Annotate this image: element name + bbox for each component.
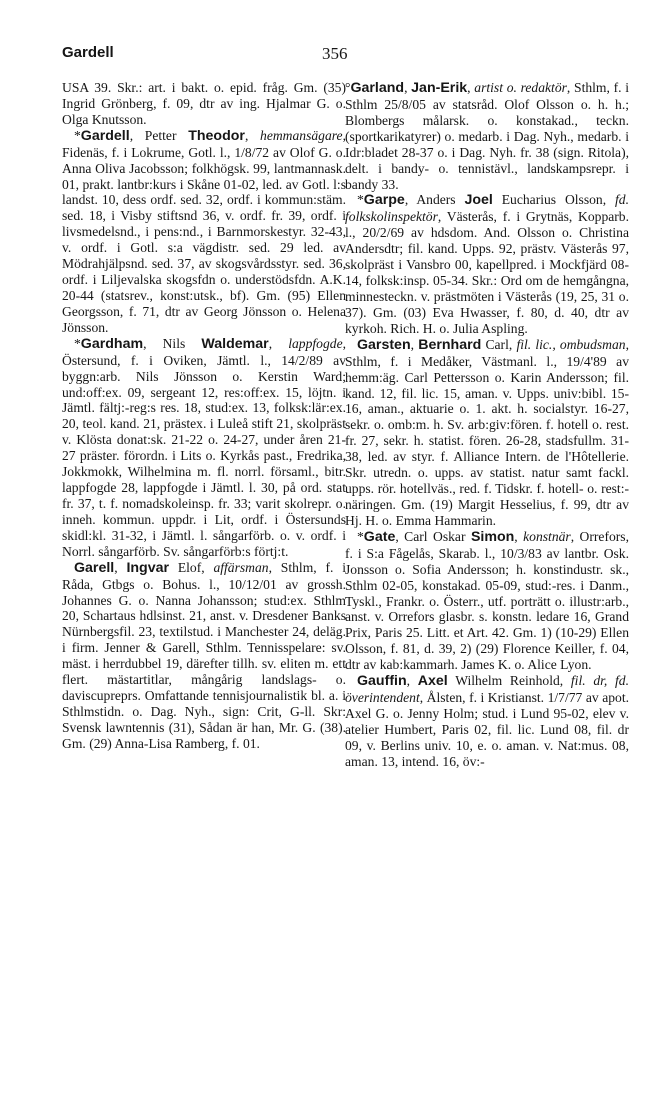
entry-title: artist o. redaktör [474,80,567,95]
entry-garpe [345,192,629,336]
entry-given-names-post: Eucharius Olsson, [492,192,616,208]
entry-given-names: , [404,80,412,95]
entry-text: , Ålsten, f. i Kristianst. 1/7/77 av apot. Axel G. o. Jenny Holm; stud. i Lund 95-02, elev v. atelier Humbert, Paris 02, fil. lic. Lund 08, fil. dr 09, v. Berlins univ. 10, e. o. aman. v. Nat:mus. 08, aman. 13, intend. 16, öv:- [345,690,629,769]
right-column [345,80,629,770]
entry-surname: Gardham [80,335,144,352]
entry-text: , Sthlm, f. i Medåker, Västmanl. l., 19/4'89 av hemm:äg. Carl Pettersson o. Karin Andersson; fil. kand. 12, fil. lic. 15, aman. v. Upps. univ:bibl. 15-16, aman., aktuarie o. 1. akt. h. socialstyr. 16-27, sekr. o. omb:m. h. Sv. arb:giv:fören. f. hotell o. rest. fr. 27, sekr. h. statist. fören. 26-28, stadsfullm. 31-38, led. av styr. f. Alliance Intern. de l'Hôtellerie. Skr. utredn. o. upps. av statist. natur samt fackl. upps. rör. hotellväs., red. f. Tidskr. f. hotell- o. rest:-näringen. Gm. (19) Margit Hesselius, f. 99, dtr av Hj. H. o. Emma Hammarin. [345,336,630,528]
entry-marker: ° [345,80,351,95]
entry-call-name: Axel [417,673,448,690]
entry-given-names: , Carl Oskar [395,528,471,544]
entry-marker: * [74,127,81,143]
entry-surname: Garsten [357,336,411,353]
entry-title: lappfogde [288,335,343,351]
entry-gardham: *Gardham, Nils Waldemar, lappfogde, Östersund, f. i Oviken, Jämtl. l., 14/2/89 av byggn:arb. Nils Jönsson o. Kerstin Ward; und:off:ex. 09, sergeant 12, res:off:ex. 15, löjtn. i Jämtl. fältj:-reg:s res. 18, stud:ex. 13, folksk:lär:ex. 20, teol. kand. 21, prästex. i Luleå stift 21, skolpräst v. Klösta donat:sk. 21-22 o. 24-27, under åren 21-27 präster. förordn. i Lits o. Kyrkås past., Fredrika, Jokkmokk, Wilhelmina m. fl. norrl. församl., bitr. lappfogde 28, lappfogde i Jämtl. l. 30, på ord. stat fr. 37, t. f. nomadskoleinsp. fr. 33; varit skolrepr. o. inneh. kommun. uppdr. i Lit, ordf. i Östersunds skidl:kl. 31-32, i Jämtl. l. sångarförb. o. v. ordf. i Norrl. sångarförb. Sv. sångarförb:s förtj:t. [62,335,347,559]
entry-text: , Orrefors, f. i S:a Fågelås, Skarab. l., 10/3/83 av lantbr. Osk. Jonsson o. Sofia Andersson; h. konstindustr. sk., Sthlm 02-05, konstakad. 05-09, stud:-res. i Danm., Tyskl., Frankr. o. Österr., utf. porträtt o. illustr:arb., anst. v. Orrefors glasbr. s. konstn. ledare 16, Grand Prix, Paris 25. Litt. et Art. 42. Gm. 1) (10-29) Ellen Olsson, f. 81, d. 39, 2) (29) Florence Keiller, f. 04, dtr av kab:kammarh. James K. o. Alice Lyon. [345,528,629,673]
entry-text: , Sthlm, f. i Sthlm 25/8/05 av statsråd. Olof Olsson o. h. h.; Blombergs målarsk. o. konstakad., teckn. (sportkarikatyrer) o. medarb. i Dag. Nyh., medarb. i Idr:bladet 28-37 o. i Dag. Nyh. fr. 38 (sign. Ritola), delt. i bandy- o. tennistävl., landskampsrepr. i bandy 33. [345,80,630,192]
entry-given-names-post: Elof, [169,559,214,575]
entry-given-names: , Nils [143,335,202,351]
entry-given-names-post: Wilhelm Reinhold, [447,673,571,689]
entry-text: , Västerås, f. i Grytnäs, Kopparb. l., 20/2/69 av hdsdom. And. Olsson o. Christina Andersdtr; fil. kand. Upps. 92, prästv. Västerås 97, skolpräst i Vansbro 00, kapellpred. i Mockfjärd 08-14, folksk:insp. 05-34. Skr.: Ord om de hemgångna, minnesteckn. v. prästmöten i Västerås (19, 25, 31 o. 37). Gm. (03) Eva Hwasser, f. 80, d. 40, dtr av kyrkoh. Rich. H. o. Julia Aspling. [345,209,629,336]
entry-text: USA 39. Skr.: art. i bakt. o. epid. fråg. Gm. (35) Ingrid Grönberg, f. 09, dtr av ing. Hjalmar G. o. Olga Knutsson. [62,80,346,127]
entry-marker: * [74,335,81,351]
entry-given-names-post: Carl, [481,336,517,352]
entry-surname: Garland [350,80,405,96]
entry-title: fd. folkskolinspektör [345,192,629,225]
entry-surname: Gauffin [357,673,407,690]
entry-gardell-petter: *Gardell, Petter Theodor, hemmansägare, Fidenäs, f. i Lokrume, Gotl. l., 1/8/72 av Olof G. o. Anna Oliva Jacobsson; folkhögsk. 99, lantmannask. 01, prakt. lantbr:kurs i Skåne 01-02, led. av Gotl. l:s landst. 10, dess ordf. sed. 32, ordf. i kommun:stäm. sed. 18, i Visby stiftsnd 36, v. ordf. fr. 39, ordf. i livsmedelsnd., i pens:nd., i Barnmorskestyr. 32-43, v. ordf. i Gotl. s:a vägdistr. sed. 29 led. av Mödrahjälpsnd. sed. 37, av skogsvårdsstyr. sed. 36, ordf. i Liljevalska skogsfdn o. understödsfdn. A.K. 20-44 (statsrev., konst:utsk., bf). Gm. (95) Ellen Georgsson, f. 71, dtr av Georg Jönsson o. Helena Jönsson. [62,127,346,335]
entry-text: , Östersund, f. i Oviken, Jämtl. l., 14/2/89 av byggn:arb. Nils Jönsson o. Kerstin Ward; und:off:ex. 09, sergeant 12, res:off:ex. 15, löjtn. i Jämtl. fältj:-reg:s res. 18, stud:ex. 13, folksk:lär:ex. 20, teol. kand. 21, prästex. i Luleå stift 21, skolpräst v. Klösta donat:sk. 21-22 o. 24-27, under åren 21-27 präster. förordn. i Lits o. Kyrkås past., Fredrika, Jokkmokk, Wilhelmina m. fl. norrl. församl., bitr. lappfogde 28, lappfogde i Jämtl. l. 30, på ord. stat fr. 37, t. f. nomadskoleinsp. fr. 33; varit skolrepr. o. inneh. kommun. uppdr. i Lit, ordf. i Östersunds skidl:kl. 31-32, i Jämtl. l. sångarförb. o. v. ordf. i Norrl. sångarförb. Sv. sångarförb:s förtj:t. [62,335,347,559]
entry-title: fil. dr, fd. överintendent [345,673,629,706]
entry-call-name: Waldemar [201,335,269,352]
page-number: 356 [322,44,348,63]
entry-given-names: , Anders [404,192,465,208]
entry-text: , Fidenäs, f. i Lokrume, Gotl. l., 1/8/72 av Olof G. o. Anna Oliva Jacobsson; folkhögsk. 99, lantmannask. 01, prakt. lantbr:kurs i Skåne 01-02, led. av Gotl. l:s landst. 10, dess ordf. sed. 32, ordf. i kommun:stäm. sed. 18, i Visby stiftsnd 36, v. ordf. fr. 39, ordf. i livsmedelsnd., i pens:nd., i Barnmorskestyr. 32-43, v. ordf. i Gotl. s:a vägdistr. sed. 29 led. av Mödrahjälpsnd. sed. 37, av skogsvårdsstyr. sed. 36, ordf. i Liljevalska skogsfdn o. understödsfdn. A.K. 20-44 (statsrev., konst:utsk., bf). Gm. (95) Ellen Georgsson, f. 71, dtr av Georg Jönsson o. Helena Jönsson. [62,127,346,335]
entry-title: affärsman [213,559,269,575]
entry-text: , Sthlm, f. i Råda, Gtbgs o. Bohus. l., 10/12/01 av grossh. Johannes G. o. Nanna Johansson; stud:ex. Sthlm 20, Schartaus hdlsinst. 21, anst. v. Dresdener Banks Nürnbergsfil. 23, textilstud. i Manchester 24, deläg. i firm. Jenner & Garell, Sthlm. Tennisspelare: sv. mäst. i herrdubbel 19, därefter tillh. sv. eliten m. ett flert. mästartitlar, mångårig landslags- o. daviscupreprs. Omfattande tennisjournalistik bl. a. i Sthlmstidn. o. Dag. Nyh., sign: Crit, G-ll. Skr: Svensk lawntennis (31), Sådan är han, Mr. G. (38). Gm. (29) Anna-Lisa Ramberg, f. 01. [62,559,346,751]
entry-surname: Gardell [80,127,130,144]
entry-marker: * [357,528,364,544]
entry-garland: °Garland, Jan-Erik, artist o. redaktör, Sthlm, f. i Sthlm 25/8/05 av statsråd. Olof Olsson o. h. h.; Blombergs målarsk. o. konstakad., teckn. (sportkarikatyrer) o. medarb. i Dag. Nyh., medarb. i Idr:bladet 28-37 o. i Dag. Nyh. fr. 38 (sign. Ritola), delt. i bandy- o. tennistävl., landskampsrepr. i bandy 33. [345,80,630,192]
entry-given-names: , [410,336,419,352]
entry-call-name: Simon [470,528,515,545]
entry-given-names: , [114,559,127,575]
entry-title: hemmansägare [260,127,343,143]
left-column [62,80,346,752]
entry-call-name: Joel [464,192,493,209]
entry-marker: * [357,192,364,208]
entry-surname: Gate [363,528,396,545]
entry-call-name: Ingvar [126,559,170,576]
entry-surname: Garpe [363,192,405,209]
running-head: Gardell [62,44,114,61]
entry-garsten [345,337,629,529]
entry-call-name: Bernhard [418,336,482,353]
entry-continuation [62,80,346,128]
entry-title: fil. lic., ombudsman [516,336,626,352]
entry-garell [62,560,346,752]
entry-call-name: Theodor [188,127,245,144]
entry-gauffin [345,673,629,770]
entry-title: konstnär [523,528,571,544]
entry-given-names: , [406,673,418,689]
entry-surname: Garell [74,559,115,576]
entry-given-names: , Petter [129,127,189,143]
entry-call-name: Jan-Erik [411,80,468,96]
entry-gate: *Gate, Carl Oskar Simon, konstnär, Orrefors, f. i S:a Fågelås, Skarab. l., 10/3/83 av lantbr. Osk. Jonsson o. Sofia Andersson; h. konstindustr. sk., Sthlm 02-05, konstakad. 05-09, stud:-res. i Danm., Tyskl., Frankr. o. Österr., utf. porträtt o. illustr:arb., anst. v. Orrefors glasbr. s. konstn. ledare 16, Grand Prix, Paris 25. Litt. et Art. 42. Gm. 1) (10-29) Ellen Olsson, f. 81, d. 39, 2) (29) Florence Keiller, f. 04, dtr av kab:kammarh. James K. o. Alice Lyon. [345,528,629,673]
